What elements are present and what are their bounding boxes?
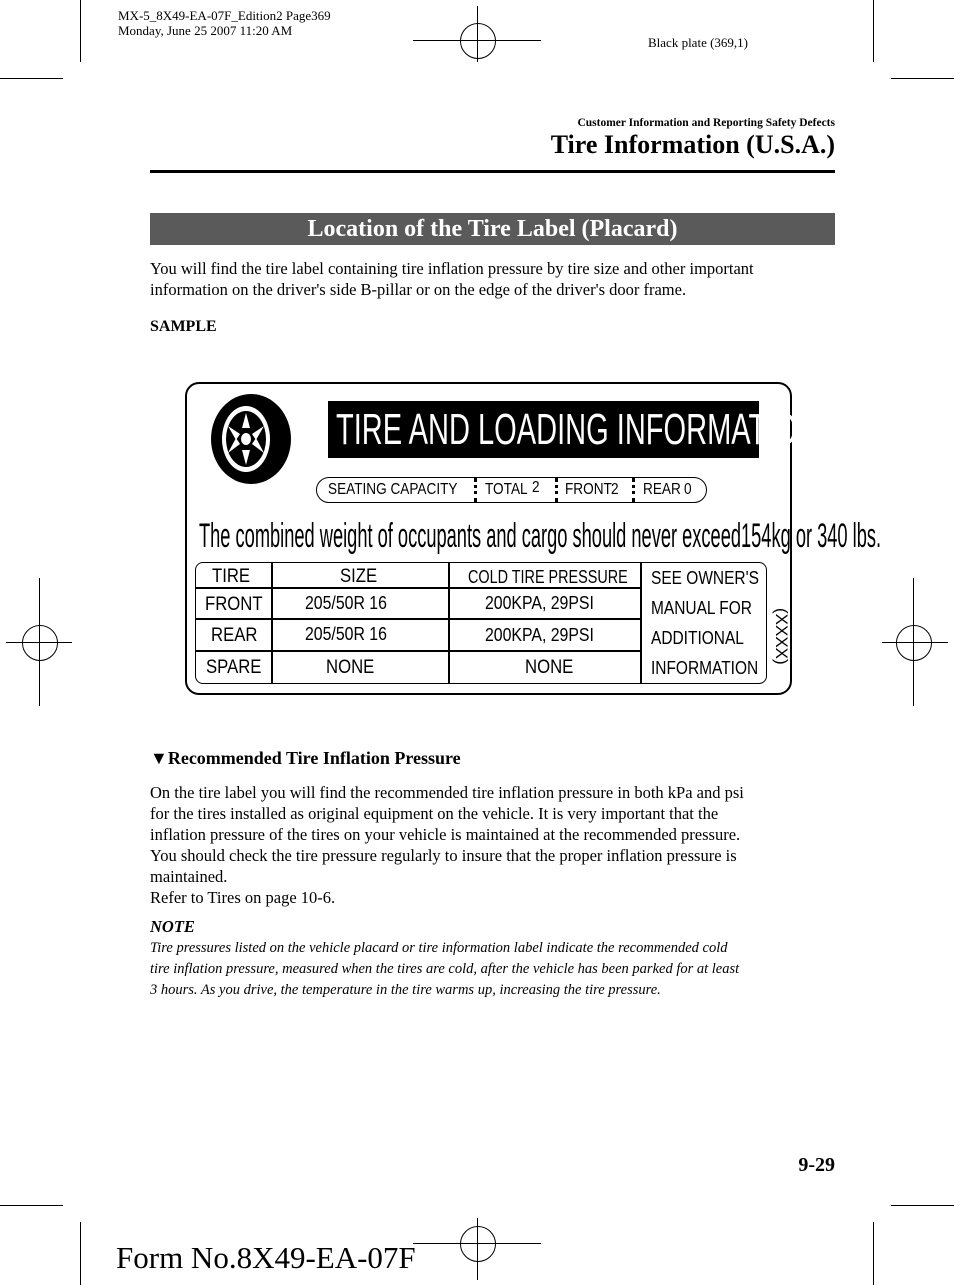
row-tire: FRONT	[205, 594, 263, 615]
note-text	[150, 938, 840, 1001]
table-header-size: SIZE	[340, 566, 378, 587]
tire-icon	[210, 393, 294, 485]
paragraph-line: for the tires installed as original equipment on the vehicle. It is very important that the	[150, 804, 719, 823]
note-line: Tire pressures listed on the vehicle placard or tire information label indicate the recommended cold	[150, 940, 728, 956]
paragraph-line: maintained.	[150, 867, 228, 886]
table-divider	[196, 618, 640, 620]
subsection-title: Recommended Tire Inflation Pressure	[167, 748, 461, 768]
combined-weight-statement: The combined weight of occupants and cargo should never exceed154kg or 340 lbs.	[199, 517, 882, 555]
print-meta-file: MX-5_8X49-EA-07F_Edition2 Page369	[118, 8, 331, 23]
table-divider	[271, 563, 273, 683]
placard-title: TIRE AND LOADING INFORMATION	[336, 405, 818, 454]
seating-front-value: 2	[611, 481, 619, 498]
owner-note-line: INFORMATION	[651, 658, 759, 678]
section-title: Tire Information (U.S.A.)	[550, 130, 835, 159]
table-header-pressure: COLD TIRE PRESSURE	[468, 567, 628, 587]
subsection-heading	[150, 748, 461, 769]
note-line: 3 hours. As you drive, the temperature in the tire warms up, increasing the tire pressure.	[150, 982, 661, 998]
intro-paragraph	[150, 258, 840, 300]
row-size: NONE	[326, 657, 375, 678]
placard-code: (XXXX)	[772, 608, 791, 665]
owner-note-line: MANUAL FOR	[651, 598, 752, 618]
owner-note-line: SEE OWNER'S	[651, 568, 759, 588]
seating-rear-value: 0	[684, 481, 692, 498]
subsection-paragraph	[150, 782, 840, 908]
table-divider	[448, 563, 450, 683]
form-number: Form No.8X49-EA-07F	[116, 1240, 416, 1275]
section-banner: Location of the Tire Label (Placard)	[150, 213, 835, 245]
row-pressure: 200KPA, 29PSI	[485, 625, 594, 645]
seating-front-label: FRONT	[565, 481, 612, 498]
intro-line: information on the driver's side B-pillar or on the edge of the driver's door frame.	[150, 280, 687, 299]
row-pressure: 200KPA, 29PSI	[485, 593, 594, 613]
row-pressure: NONE	[525, 657, 574, 678]
row-size: 205/50R 16	[305, 593, 387, 613]
row-tire: SPARE	[206, 657, 262, 678]
print-meta-date: Monday, June 25 2007 11:20 AM	[118, 23, 293, 38]
running-head: Customer Information and Reporting Safety Defects	[577, 117, 835, 129]
seating-capacity-label: SEATING CAPACITY	[328, 481, 458, 498]
paragraph-line: You should check the tire pressure regularly to insure that the proper inflation pressure is	[150, 846, 737, 865]
seating-rear-label: REAR	[643, 481, 681, 498]
seating-divider	[555, 478, 558, 502]
seating-divider	[474, 478, 477, 502]
triangle-marker-icon: ▼	[150, 748, 168, 768]
header-rule	[150, 170, 835, 173]
paragraph-line: inflation pressure of the tires on your vehicle is maintained at the recommended pressure.	[150, 825, 741, 844]
row-size: 205/50R 16	[305, 624, 387, 644]
paragraph-line: On the tire label you will find the recommended tire inflation pressure in both kPa and psi	[150, 783, 744, 802]
seating-total-label: TOTAL	[485, 481, 528, 498]
row-tire: REAR	[211, 625, 258, 646]
intro-line: You will find the tire label containing tire inflation pressure by tire size and other important	[150, 259, 754, 278]
paragraph-line: Refer to Tires on page 10-6.	[150, 888, 336, 907]
table-divider	[640, 563, 642, 683]
note-label: NOTE	[150, 917, 195, 936]
table-header-tire: TIRE	[212, 566, 251, 587]
seating-total-value: 2	[532, 479, 540, 496]
print-meta	[118, 8, 331, 38]
owner-note-line: ADDITIONAL	[651, 628, 744, 648]
plate-label: Black plate (369,1)	[648, 35, 748, 50]
page-number: 9-29	[798, 1154, 835, 1176]
note-line: tire inflation pressure, measured when the tires are cold, after the vehicle has been parked for at least	[150, 961, 740, 977]
placard-title-box	[328, 401, 818, 458]
table-divider	[196, 650, 640, 652]
seating-divider	[632, 478, 635, 502]
sample-label: SAMPLE	[150, 318, 217, 335]
